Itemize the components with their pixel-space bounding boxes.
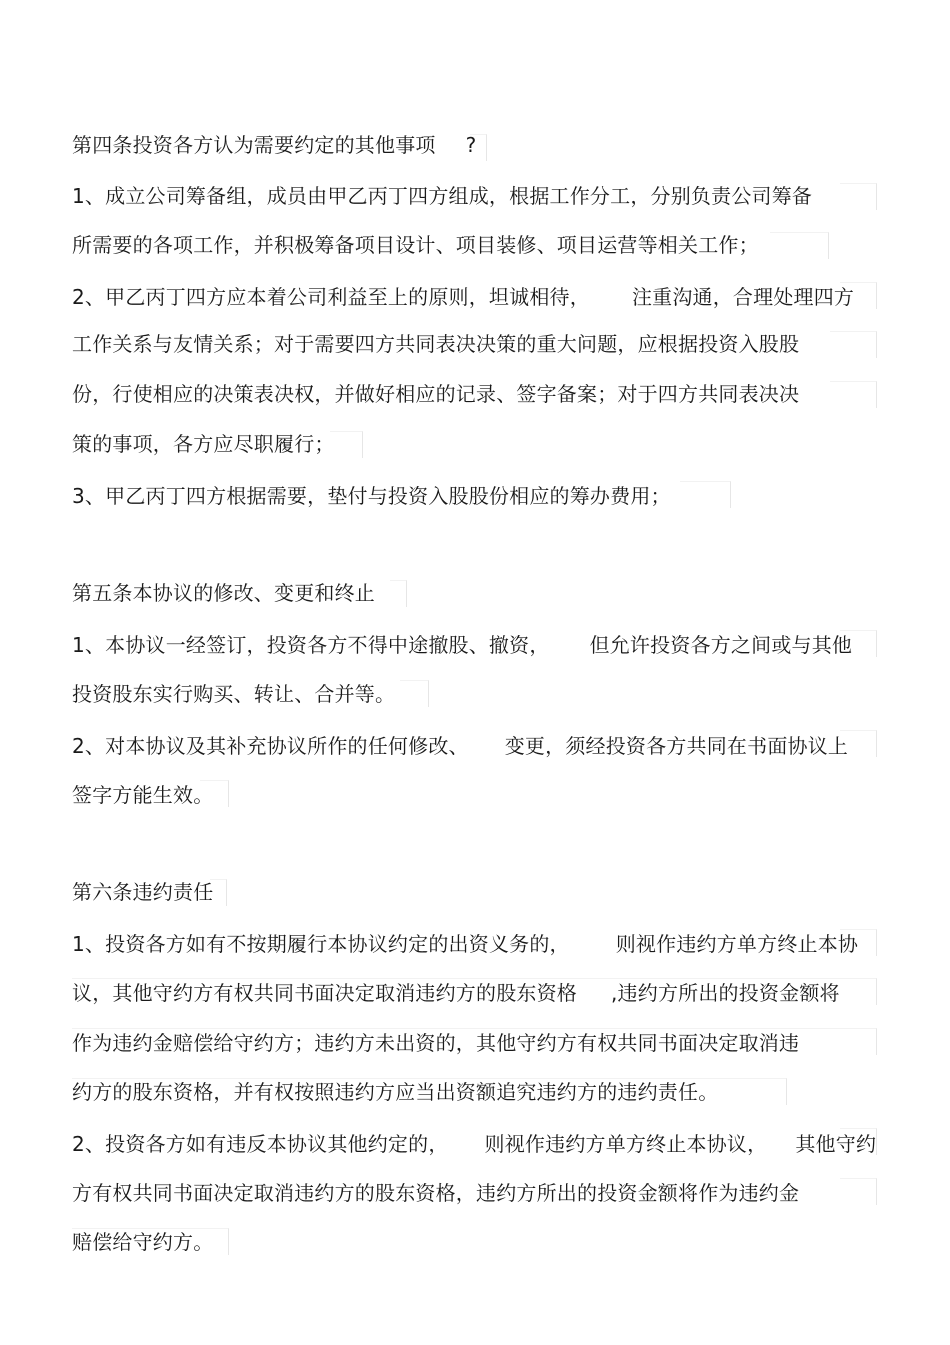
text-line	[72, 632, 852, 658]
text-segment: 2、甲乙丙丁四方应本着公司利益至上的原则，坦诚相待，	[72, 285, 590, 309]
scan-edge	[840, 183, 877, 210]
heading-text: 第四条投资各方认为需要约定的其他事项	[72, 133, 436, 157]
text-segment: 则视作违约方单方终止本协议，	[484, 1132, 768, 1156]
text-line: 策的事项，各方应尽职履行；	[72, 432, 335, 456]
section-heading	[72, 132, 476, 158]
text-line: 方有权共同书面决定取消违约方的股东资格，违约方所出的投资金额将作为违约金	[72, 1181, 800, 1205]
section-heading: 第六条违约责任	[72, 880, 214, 904]
scan-edge	[830, 331, 877, 358]
text-segment: 议，其他守约方有权共同书面决定取消违约方的股东资格	[72, 981, 577, 1005]
text-segment: 1、本协议一经签订，投资各方不得中途撤股、撤资，	[72, 633, 550, 657]
text-line	[72, 931, 858, 957]
text-line: 份，行使相应的决策表决权，并做好相应的记录、签字备案；对于四方共同表决决	[72, 382, 800, 406]
text-line	[72, 1131, 876, 1157]
text-line: 约方的股东资格，并有权按照违约方应当出资额追究违约方的违约责任。	[72, 1080, 719, 1104]
text-line	[72, 284, 854, 310]
text-segment: 1、投资各方如有不按期履行本协议约定的出资义务的，	[72, 932, 570, 956]
text-segment: 2、对本协议及其补充协议所作的任何修改、	[72, 734, 469, 758]
text-segment: 但允许投资各方之间或与其他	[589, 633, 853, 657]
text-line: 所需要的各项工作，并积极筹备项目设计、项目装修、项目运营等相关工作；	[72, 233, 759, 257]
text-line: 赔偿给守约方。	[72, 1230, 214, 1254]
text-line: 作为违约金赔偿给守约方；违约方未出资的，其他守约方有权共同书面决定取消违	[72, 1031, 800, 1055]
text-line	[72, 980, 840, 1006]
text-line: 1、成立公司筹备组，成员由甲乙丙丁四方组成，根据工作分工，分别负责公司筹备	[72, 184, 813, 208]
text-segment: 其他守约	[795, 1132, 877, 1156]
heading-suffix: ?	[465, 133, 477, 157]
text-line: 签字方能生效。	[72, 783, 214, 807]
text-segment: 则视作违约方单方终止本协	[615, 932, 859, 956]
scan-edge	[400, 680, 429, 707]
text-segment: 2、投资各方如有违反本协议其他约定的，	[72, 1132, 449, 1156]
scan-edge	[680, 481, 731, 508]
text-line: 投资股东实行购买、转让、合并等。	[72, 682, 396, 706]
text-line: 3、甲乙丙丁四方根据需要，垫付与投资入股股份相应的筹办费用；	[72, 484, 671, 508]
text-segment: 变更，须经投资各方共同在书面协议上	[504, 734, 849, 758]
text-segment: 注重沟通，合理处理四方	[631, 285, 855, 309]
scan-edge	[840, 1178, 877, 1205]
scan-edge	[330, 431, 363, 458]
scan-edge	[390, 580, 407, 607]
text-segment: ,违约方所出的投资金额将	[611, 981, 840, 1005]
scan-edge	[770, 232, 829, 259]
text-line: 工作关系与友情关系；对于需要四方共同表决决策的重大问题，应根据投资入股股	[72, 332, 800, 356]
section-heading: 第五条本协议的修改、变更和终止	[72, 581, 375, 605]
text-line	[72, 733, 848, 759]
scan-edge	[830, 381, 877, 408]
